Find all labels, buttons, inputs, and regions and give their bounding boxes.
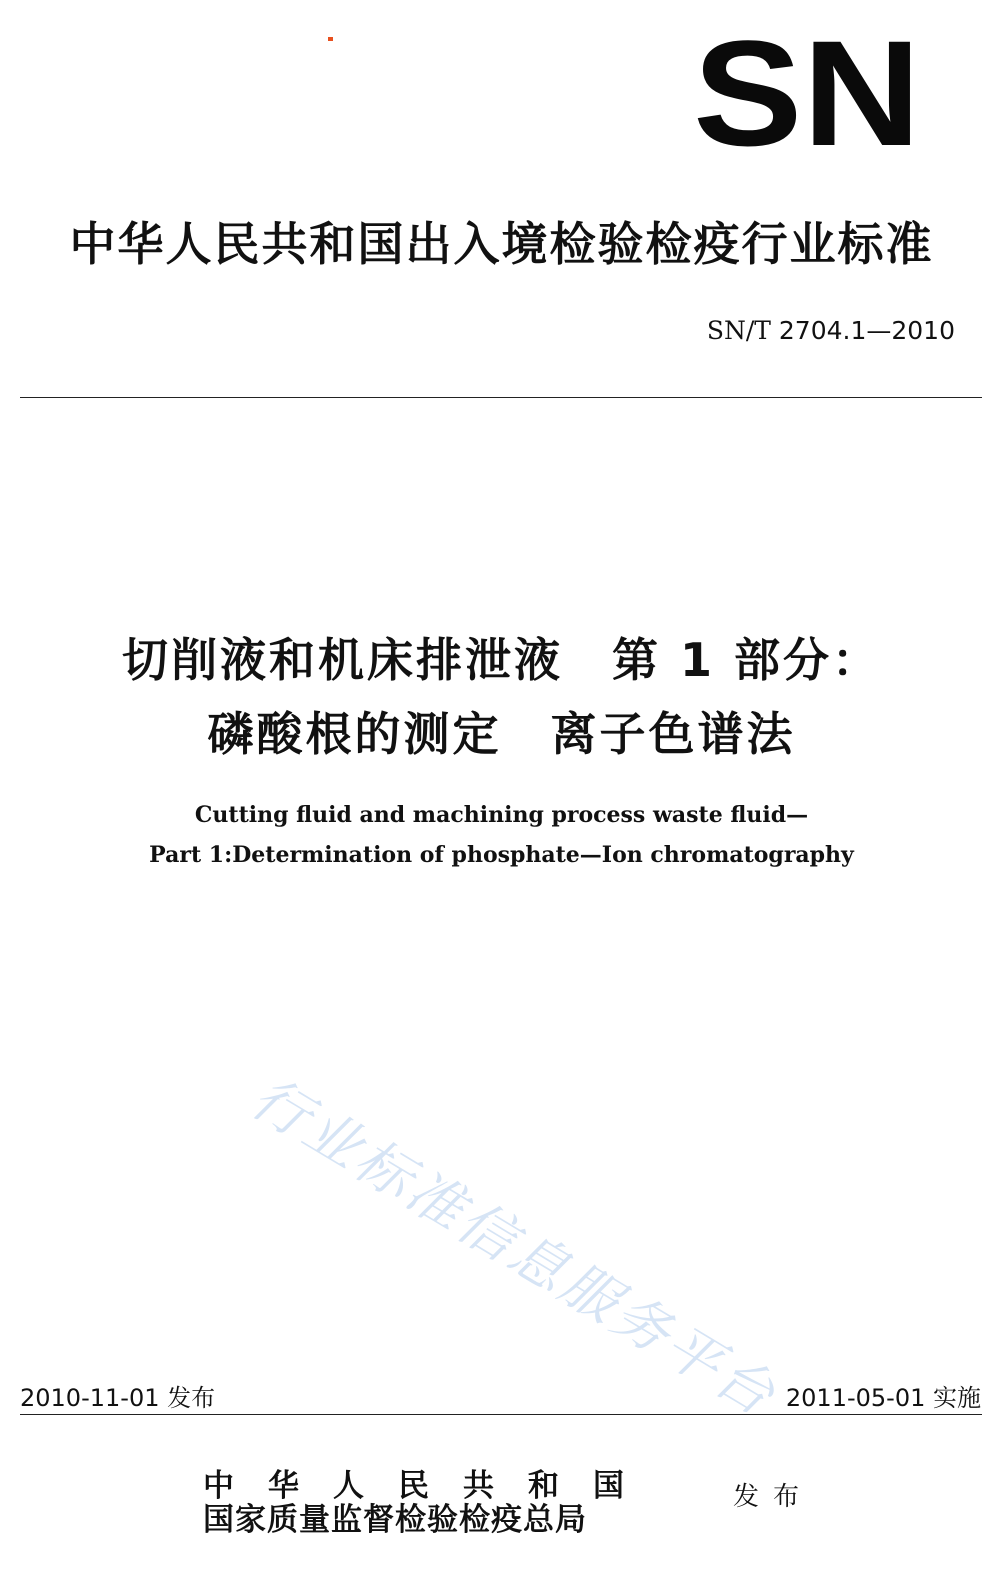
english-title-line-2: Part 1:Determination of phosphate—Ion chromatography: [149, 842, 854, 868]
sn-logo-text: SN: [693, 36, 921, 152]
bottom-divider: [20, 1414, 982, 1415]
watermark: 行业标准信息服务平台: [240, 1065, 789, 1431]
chinese-title-line-1: 切削液和机床排泄液 第 1 部分：: [121, 633, 882, 687]
footer-issuer-line-2: 国家质量监督检验检疫总局: [203, 1502, 587, 1538]
sn-logo-icon: [692, 36, 922, 152]
issuer-title: 中华人民共和国出入境检验检疫行业标准: [69, 217, 934, 271]
chinese-title-line-2: 磷酸根的测定 离子色谱法: [207, 707, 796, 761]
issue-date: 2010-11-01 发布: [20, 1384, 216, 1412]
english-title-line-1: Cutting fluid and machining process waste fluid—: [194, 802, 809, 828]
top-divider: [20, 397, 982, 398]
corner-mark: [328, 37, 333, 41]
publish-label: 发布: [733, 1482, 814, 1512]
implementation-date: 2011-05-01 实施: [785, 1384, 981, 1412]
standard-number: [707, 316, 955, 345]
footer-issuer-line-1: 中华人民共和国: [203, 1468, 658, 1504]
standard-code: 2704.1—2010: [778, 316, 955, 345]
standard-prefix: SN/T: [706, 316, 771, 345]
